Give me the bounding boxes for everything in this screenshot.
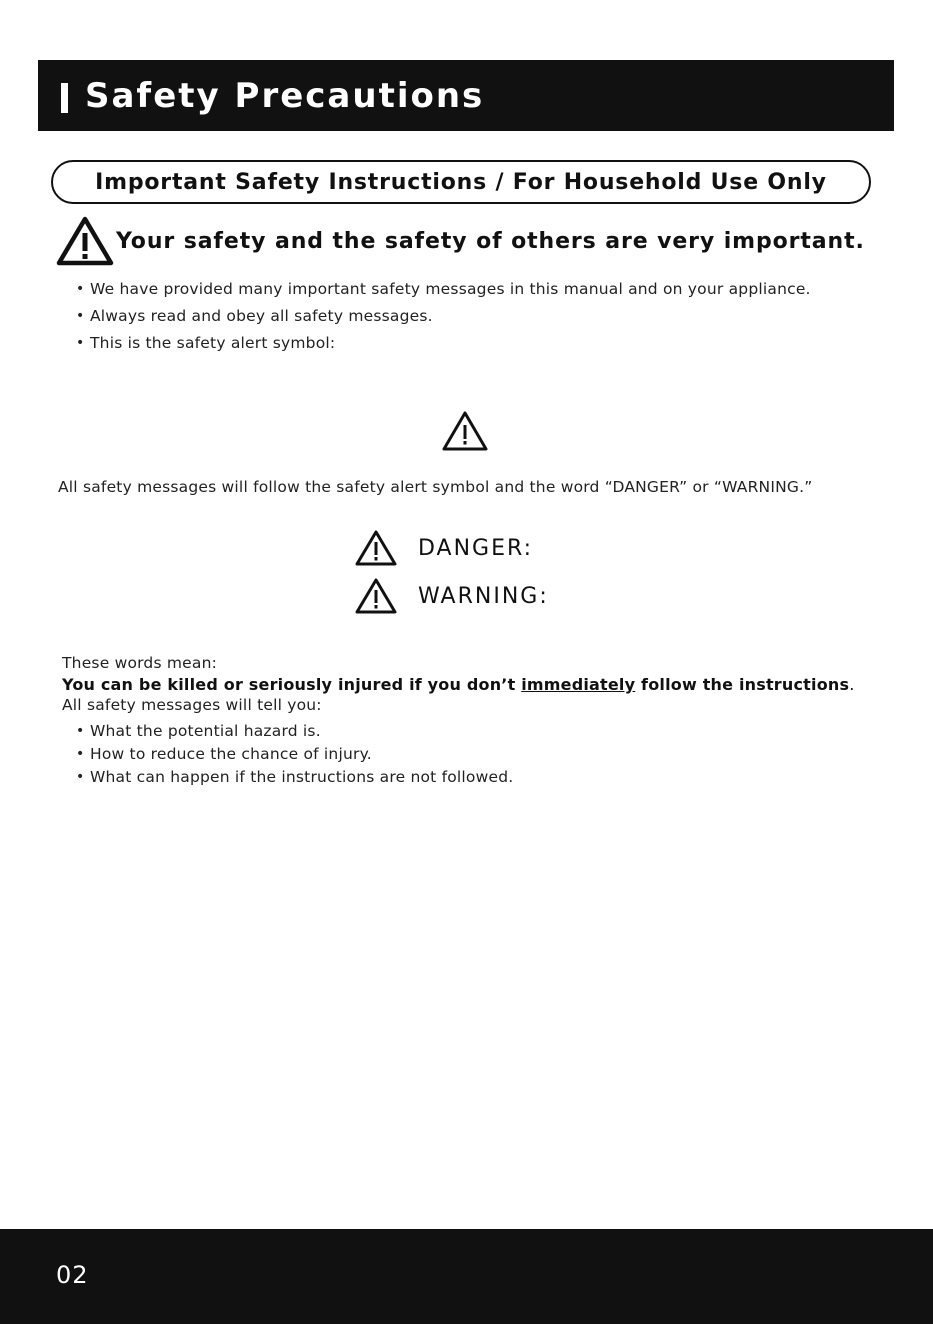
meaning-block (62, 653, 855, 716)
list-item: • This is the safety alert symbol: (76, 332, 811, 359)
subtitle-banner (51, 160, 871, 204)
subtitle-text: Important Safety Instructions / For Household Use Only (95, 169, 827, 195)
page-title: Safety Precautions (85, 75, 485, 116)
danger-alert-icon (354, 529, 398, 567)
meaning-intro: These words mean: (62, 654, 218, 672)
warning-label: WARNING: (418, 583, 549, 609)
meaning-bullet-list (76, 720, 513, 789)
hazard-statement (62, 674, 855, 695)
list-item: • We have provided many important safety messages in this manual and on your appliance. (76, 278, 811, 305)
list-item: • Always read and obey all safety messages. (76, 305, 811, 332)
header-accent-bar (61, 83, 68, 113)
list-item: • What can happen if the instructions are not followed. (76, 766, 513, 789)
warning-signal (354, 576, 549, 616)
header-bar (38, 60, 894, 131)
hazard-prefix: You can be killed or seriously injured if you don’t (62, 675, 516, 694)
list-item: • How to reduce the chance of injury. (76, 743, 513, 766)
intro-heading (56, 216, 865, 266)
intro-bullet-list (76, 278, 811, 359)
hazard-suffix: follow the instructions (641, 675, 850, 694)
danger-label: DANGER: (418, 535, 534, 561)
intro-heading-text: Your safety and the safety of others are very important. (116, 228, 865, 254)
hazard-emphasis: immediately (521, 675, 636, 694)
follow-statement: All safety messages will follow the safety alert symbol and the word “DANGER” or “WARNING.” (58, 478, 813, 496)
tell-intro: All safety messages will tell you: (62, 696, 322, 714)
footer-bar (0, 1229, 933, 1324)
warning-alert-icon (354, 577, 398, 615)
safety-alert-symbol-icon (441, 410, 489, 452)
hazard-end: . (849, 675, 855, 694)
warning-triangle-icon (56, 216, 114, 266)
page-number: 02 (56, 1261, 89, 1289)
list-item: • What the potential hazard is. (76, 720, 513, 743)
danger-signal (354, 528, 533, 568)
